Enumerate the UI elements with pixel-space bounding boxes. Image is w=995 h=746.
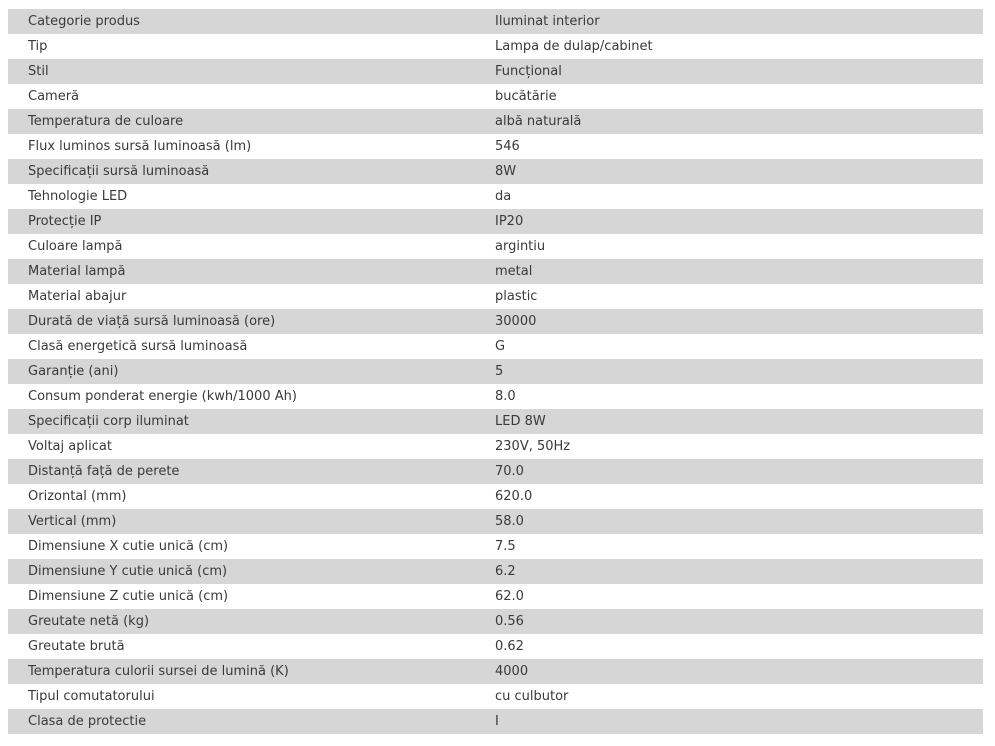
spec-value: IP20 [475,209,983,234]
spec-value: argintiu [475,234,983,259]
spec-value: plastic [475,284,983,309]
spec-value: Funcțional [475,59,983,84]
spec-row [8,334,983,359]
spec-label: Greutate netă (kg) [8,609,475,634]
spec-value: 546 [475,134,983,159]
spec-value: 58.0 [475,509,983,534]
spec-row [8,709,983,734]
spec-row [8,584,983,609]
spec-label: Consum ponderat energie (kwh/1000 Ah) [8,384,475,409]
spec-row [8,34,983,59]
spec-row [8,609,983,634]
spec-value: 0.56 [475,609,983,634]
spec-row [8,184,983,209]
spec-row [8,684,983,709]
spec-label: Voltaj aplicat [8,434,475,459]
spec-label: Orizontal (mm) [8,484,475,509]
spec-value: 5 [475,359,983,384]
spec-value: bucătărie [475,84,983,109]
spec-label: Specificații corp iluminat [8,409,475,434]
spec-table-body [8,9,983,734]
spec-label: Protecție IP [8,209,475,234]
spec-row [8,634,983,659]
spec-row [8,134,983,159]
spec-label: Durată de viață sursă luminoasă (ore) [8,309,475,334]
spec-value: Lampa de dulap/cabinet [475,34,983,59]
spec-row [8,359,983,384]
spec-row [8,9,983,34]
spec-row [8,659,983,684]
spec-label: Greutate brută [8,634,475,659]
spec-label: Stil [8,59,475,84]
spec-row [8,109,983,134]
spec-value: 62.0 [475,584,983,609]
spec-label: Tehnologie LED [8,184,475,209]
spec-value: Iluminat interior [475,9,983,34]
spec-row [8,384,983,409]
spec-row [8,234,983,259]
spec-row [8,484,983,509]
spec-value: I [475,709,983,734]
spec-value: da [475,184,983,209]
spec-row [8,434,983,459]
spec-value: 8W [475,159,983,184]
spec-label: Temperatura culorii sursei de lumină (K) [8,659,475,684]
spec-row [8,509,983,534]
spec-value: 7.5 [475,534,983,559]
spec-label: Dimensiune Y cutie unică (cm) [8,559,475,584]
spec-row [8,84,983,109]
spec-value: 0.62 [475,634,983,659]
spec-value: 6.2 [475,559,983,584]
spec-label: Flux luminos sursă luminoasă (lm) [8,134,475,159]
spec-value: 8.0 [475,384,983,409]
spec-value: albă naturală [475,109,983,134]
spec-label: Material abajur [8,284,475,309]
spec-label: Clasa de protectie [8,709,475,734]
spec-row [8,259,983,284]
spec-value: 4000 [475,659,983,684]
spec-row [8,534,983,559]
spec-row [8,409,983,434]
spec-label: Dimensiune X cutie unică (cm) [8,534,475,559]
spec-label: Specificații sursă luminoasă [8,159,475,184]
spec-row [8,209,983,234]
spec-label: Material lampă [8,259,475,284]
spec-value: metal [475,259,983,284]
spec-value: 70.0 [475,459,983,484]
spec-label: Vertical (mm) [8,509,475,534]
spec-label: Tipul comutatorului [8,684,475,709]
spec-label: Culoare lampă [8,234,475,259]
spec-label: Distanță față de perete [8,459,475,484]
spec-label: Tip [8,34,475,59]
spec-label: Cameră [8,84,475,109]
spec-row [8,559,983,584]
spec-row [8,159,983,184]
product-spec-table [8,9,983,734]
spec-value: G [475,334,983,359]
spec-value: LED 8W [475,409,983,434]
spec-value: 30000 [475,309,983,334]
spec-label: Temperatura de culoare [8,109,475,134]
spec-value: 620.0 [475,484,983,509]
spec-row [8,284,983,309]
spec-row [8,309,983,334]
spec-value: cu culbutor [475,684,983,709]
spec-label: Clasă energetică sursă luminoasă [8,334,475,359]
spec-value: 230V, 50Hz [475,434,983,459]
spec-label: Garanție (ani) [8,359,475,384]
spec-row [8,459,983,484]
spec-row [8,59,983,84]
spec-label: Dimensiune Z cutie unică (cm) [8,584,475,609]
spec-label: Categorie produs [8,9,475,34]
